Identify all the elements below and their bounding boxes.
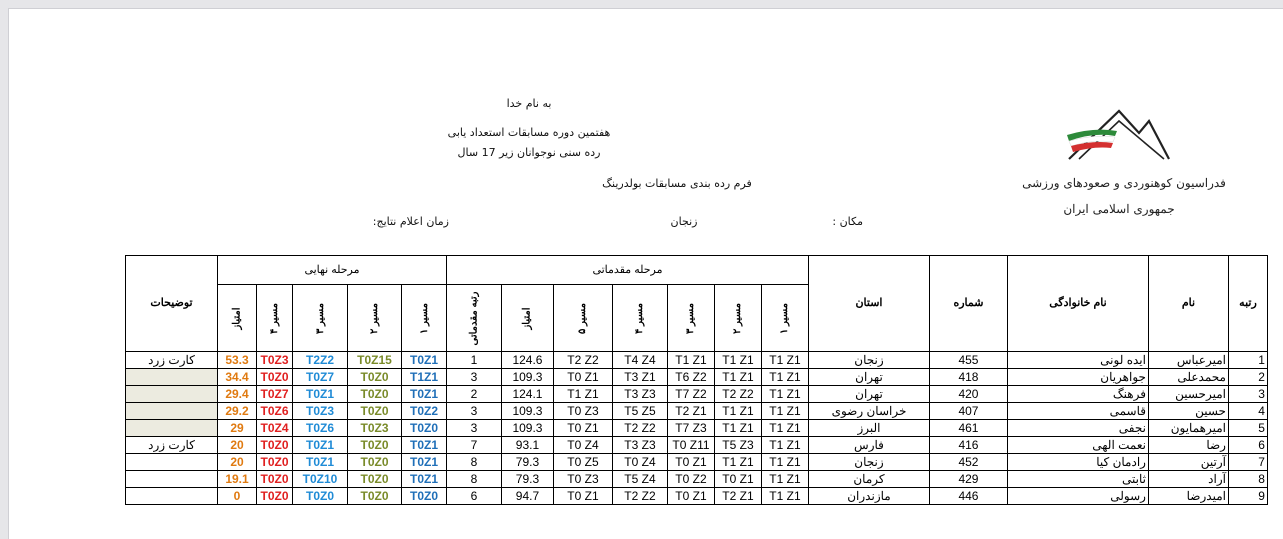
prelim-score-cell: 79.3 [501, 454, 553, 471]
final-route-cell: T0Z0 [348, 437, 402, 454]
federation-logo [1022, 101, 1226, 236]
header-final-group: مرحله نهایی [218, 256, 447, 285]
prelim-rank-cell: 3 [447, 369, 502, 386]
prelim-route-cell: T0 Z1 [553, 420, 612, 437]
name-cell: امیدرضا [1148, 488, 1228, 505]
notes-cell [126, 386, 218, 403]
number-cell: 429 [929, 471, 1007, 488]
header-prelim-route: مسیر ۵ [553, 285, 612, 352]
final-route-cell: T0Z0 [348, 403, 402, 420]
prelim-score-cell: 94.7 [501, 488, 553, 505]
prelim-route-cell: T2 Z2 [553, 352, 612, 369]
province-cell: تهران [808, 369, 929, 386]
prelim-route-cell: T1 Z1 [761, 369, 808, 386]
family-cell: قاسمی [1007, 403, 1148, 420]
table-row [126, 403, 1268, 420]
number-cell: 418 [929, 369, 1007, 386]
prelim-rank-cell: 6 [447, 488, 502, 505]
final-route-cell: T0Z6 [293, 420, 348, 437]
rank-cell: 6 [1228, 437, 1267, 454]
name-cell: رضا [1148, 437, 1228, 454]
final-route-cell: T0Z0 [293, 488, 348, 505]
prelim-route-cell: T0 Z3 [553, 471, 612, 488]
table-row [126, 454, 1268, 471]
header-rank: رتبه [1228, 256, 1267, 352]
rank-cell: 7 [1228, 454, 1267, 471]
notes-cell: کارت زرد [126, 437, 218, 454]
prelim-route-cell: T0 Z2 [667, 471, 714, 488]
prelim-route-cell: T0 Z1 [553, 369, 612, 386]
number-cell: 407 [929, 403, 1007, 420]
prelim-route-cell: T3 Z3 [612, 437, 667, 454]
prelim-route-cell: T0 Z4 [553, 437, 612, 454]
number-cell: 455 [929, 352, 1007, 369]
prelim-route-cell: T0 Z1 [553, 488, 612, 505]
announce-label: زمان اعلام نتایج: [372, 215, 449, 228]
family-cell: رسولی [1007, 488, 1148, 505]
final-route-cell: T0Z3 [257, 352, 293, 369]
prelim-route-cell: T1 Z1 [553, 386, 612, 403]
family-cell: رادمان کیا [1007, 454, 1148, 471]
prelim-route-cell: T2 Z2 [612, 488, 667, 505]
header-prelim-rank: رتبه مقدماتی [447, 285, 502, 352]
notes-cell: کارت زرد [126, 352, 218, 369]
final-route-cell: T0Z3 [293, 403, 348, 420]
final-route-cell: T0Z0 [257, 488, 293, 505]
prelim-route-cell: T2 Z2 [612, 420, 667, 437]
prelim-route-cell: T1 Z1 [714, 420, 761, 437]
name-cell: حسین [1148, 403, 1228, 420]
final-route-cell: T0Z0 [348, 471, 402, 488]
rank-cell: 8 [1228, 471, 1267, 488]
logo-line2: جمهوری اسلامی ایران [1063, 202, 1175, 216]
prelim-route-cell: T7 Z3 [667, 420, 714, 437]
province-cell: زنجان [808, 454, 929, 471]
notes-cell [126, 471, 218, 488]
number-cell: 452 [929, 454, 1007, 471]
family-cell: ایده لونی [1007, 352, 1148, 369]
final-score-cell: 53.3 [218, 352, 257, 369]
document-page [8, 8, 1283, 539]
prelim-route-cell: T7 Z2 [667, 386, 714, 403]
family-cell: نعمت الهی [1007, 437, 1148, 454]
final-route-cell: T0Z1 [293, 437, 348, 454]
prelim-route-cell: T1 Z1 [714, 352, 761, 369]
final-score-cell: 20 [218, 437, 257, 454]
rank-cell: 2 [1228, 369, 1267, 386]
prelim-route-cell: T1 Z1 [761, 420, 808, 437]
final-route-cell: T0Z4 [257, 420, 293, 437]
final-route-cell: T0Z0 [257, 471, 293, 488]
prelim-rank-cell: 7 [447, 437, 502, 454]
prelim-route-cell: T1 Z1 [667, 352, 714, 369]
final-route-cell: T0Z2 [402, 403, 447, 420]
family-cell: نجفی [1007, 420, 1148, 437]
prelim-score-cell: 124.1 [501, 386, 553, 403]
header-final-route: مسیر ۳ [293, 285, 348, 352]
province-cell: البرز [808, 420, 929, 437]
prelim-route-cell: T1 Z1 [761, 352, 808, 369]
prelim-score-cell: 109.3 [501, 369, 553, 386]
place-value: زنجان [670, 215, 698, 228]
final-route-cell: T0Z15 [348, 352, 402, 369]
family-cell: فرهنگ [1007, 386, 1148, 403]
prelim-rank-cell: 8 [447, 454, 502, 471]
table-row [126, 386, 1268, 403]
prelim-route-cell: T2 Z2 [714, 386, 761, 403]
final-route-cell: T0Z1 [402, 386, 447, 403]
form-title: فرم رده بندی مسابقات بولدرینگ [602, 177, 752, 190]
prelim-route-cell: T0 Z1 [667, 454, 714, 471]
logo-line1: فدراسیون کوهنوردی و صعودهای ورزشی [1022, 176, 1226, 190]
table-row [126, 437, 1268, 454]
final-score-cell: 19.1 [218, 471, 257, 488]
name-cell: آرتین [1148, 454, 1228, 471]
results-table [125, 255, 1268, 505]
prelim-score-cell: 109.3 [501, 420, 553, 437]
final-route-cell: T0Z3 [348, 420, 402, 437]
prelim-route-cell: T5 Z3 [714, 437, 761, 454]
header-final-route: مسیر ۱ [402, 285, 447, 352]
table-row [126, 471, 1268, 488]
prelim-rank-cell: 3 [447, 403, 502, 420]
prelim-route-cell: T6 Z2 [667, 369, 714, 386]
prelim-route-cell: T1 Z1 [761, 403, 808, 420]
prelim-route-cell: T1 Z1 [761, 454, 808, 471]
prelim-route-cell: T5 Z4 [612, 471, 667, 488]
prelim-rank-cell: 8 [447, 471, 502, 488]
prelim-route-cell: T1 Z1 [761, 386, 808, 403]
final-route-cell: T0Z0 [257, 454, 293, 471]
header-family: نام خانوادگی [1007, 256, 1148, 352]
prelim-rank-cell: 2 [447, 386, 502, 403]
notes-cell [126, 454, 218, 471]
header-name: نام [1148, 256, 1228, 352]
province-cell: تهران [808, 386, 929, 403]
header-prelim-score: امتیاز [501, 285, 553, 352]
table-row [126, 420, 1268, 437]
table-row [126, 369, 1268, 386]
rank-cell: 4 [1228, 403, 1267, 420]
prelim-route-cell: T3 Z1 [612, 369, 667, 386]
province-cell: خراسان رضوی [808, 403, 929, 420]
prelim-route-cell: T4 Z4 [612, 352, 667, 369]
prelim-rank-cell: 3 [447, 420, 502, 437]
final-route-cell: T0Z0 [402, 488, 447, 505]
final-route-cell: T0Z1 [402, 437, 447, 454]
header-number: شماره [929, 256, 1007, 352]
prelim-route-cell: T3 Z3 [612, 386, 667, 403]
prelim-route-cell: T1 Z1 [714, 454, 761, 471]
final-route-cell: T0Z0 [348, 488, 402, 505]
name-cell: امیرعباس [1148, 352, 1228, 369]
prelim-route-cell: T5 Z5 [612, 403, 667, 420]
prelim-route-cell: T1 Z1 [714, 369, 761, 386]
final-route-cell: T0Z6 [257, 403, 293, 420]
notes-cell [126, 369, 218, 386]
number-cell: 461 [929, 420, 1007, 437]
notes-cell [126, 488, 218, 505]
number-cell: 416 [929, 437, 1007, 454]
final-route-cell: T0Z1 [293, 454, 348, 471]
place-label: مکان : [832, 215, 863, 228]
province-cell: فارس [808, 437, 929, 454]
final-route-cell: T0Z1 [402, 454, 447, 471]
prelim-route-cell: T1 Z1 [761, 488, 808, 505]
mountain-logo-icon [1022, 101, 1226, 236]
prelim-route-cell: T1 Z1 [714, 403, 761, 420]
prelim-route-cell: T1 Z1 [761, 437, 808, 454]
prelim-score-cell: 93.1 [501, 437, 553, 454]
notes-cell [126, 403, 218, 420]
bismillah: به نام خدا [506, 97, 552, 110]
rank-cell: 9 [1228, 488, 1267, 505]
final-route-cell: T2Z2 [293, 352, 348, 369]
family-cell: جواهریان [1007, 369, 1148, 386]
header-final-score: امتیاز [218, 285, 257, 352]
final-route-cell: T0Z1 [402, 471, 447, 488]
final-score-cell: 29.2 [218, 403, 257, 420]
name-cell: امیرهمایون [1148, 420, 1228, 437]
prelim-route-cell: T0 Z4 [612, 454, 667, 471]
name-cell: آراد [1148, 471, 1228, 488]
final-route-cell: T0Z0 [348, 369, 402, 386]
final-route-cell: T0Z0 [348, 454, 402, 471]
prelim-route-cell: T1 Z1 [761, 471, 808, 488]
final-score-cell: 0 [218, 488, 257, 505]
final-route-cell: T0Z1 [402, 352, 447, 369]
final-route-cell: T1Z1 [402, 369, 447, 386]
table-row [126, 352, 1268, 369]
province-cell: مازندران [808, 488, 929, 505]
province-cell: کرمان [808, 471, 929, 488]
final-route-cell: T0Z0 [257, 369, 293, 386]
header-prelim-route: مسیر ۳ [667, 285, 714, 352]
header-final-route: مسیر ۲ [348, 285, 402, 352]
header-final-route: مسیر ۴ [257, 285, 293, 352]
final-route-cell: T0Z10 [293, 471, 348, 488]
final-score-cell: 34.4 [218, 369, 257, 386]
prelim-route-cell: T0 Z5 [553, 454, 612, 471]
header-prelim-group: مرحله مقدماتی [447, 256, 809, 285]
prelim-route-cell: T0 Z11 [667, 437, 714, 454]
rank-cell: 5 [1228, 420, 1267, 437]
prelim-score-cell: 79.3 [501, 471, 553, 488]
rank-cell: 1 [1228, 352, 1267, 369]
prelim-score-cell: 109.3 [501, 403, 553, 420]
header-province: استان [808, 256, 929, 352]
table-row [126, 488, 1268, 505]
prelim-route-cell: T2 Z1 [667, 403, 714, 420]
header-prelim-route: مسیر ۱ [761, 285, 808, 352]
header-notes: توضیحات [126, 256, 218, 352]
final-score-cell: 29 [218, 420, 257, 437]
final-route-cell: T0Z0 [348, 386, 402, 403]
final-score-cell: 29.4 [218, 386, 257, 403]
prelim-route-cell: T0 Z1 [714, 471, 761, 488]
name-cell: محمدعلی [1148, 369, 1228, 386]
prelim-route-cell: T0 Z3 [553, 403, 612, 420]
notes-cell [126, 420, 218, 437]
final-route-cell: T0Z7 [293, 369, 348, 386]
number-cell: 446 [929, 488, 1007, 505]
final-route-cell: T0Z0 [402, 420, 447, 437]
number-cell: 420 [929, 386, 1007, 403]
name-cell: امیرحسین [1148, 386, 1228, 403]
rank-cell: 3 [1228, 386, 1267, 403]
header-prelim-route: مسیر ۴ [612, 285, 667, 352]
final-route-cell: T0Z7 [257, 386, 293, 403]
prelim-route-cell: T0 Z1 [667, 488, 714, 505]
final-route-cell: T0Z0 [257, 437, 293, 454]
prelim-route-cell: T2 Z1 [714, 488, 761, 505]
title-line2: رده سنی نوجوانان زیر 17 سال [457, 146, 601, 159]
prelim-rank-cell: 1 [447, 352, 502, 369]
prelim-score-cell: 124.6 [501, 352, 553, 369]
header-prelim-route: مسیر ۲ [714, 285, 761, 352]
title-line1: هفتمین دوره مسابقات استعداد یابی [447, 126, 611, 139]
final-route-cell: T0Z1 [293, 386, 348, 403]
province-cell: زنجان [808, 352, 929, 369]
final-score-cell: 20 [218, 454, 257, 471]
family-cell: ثابتی [1007, 471, 1148, 488]
